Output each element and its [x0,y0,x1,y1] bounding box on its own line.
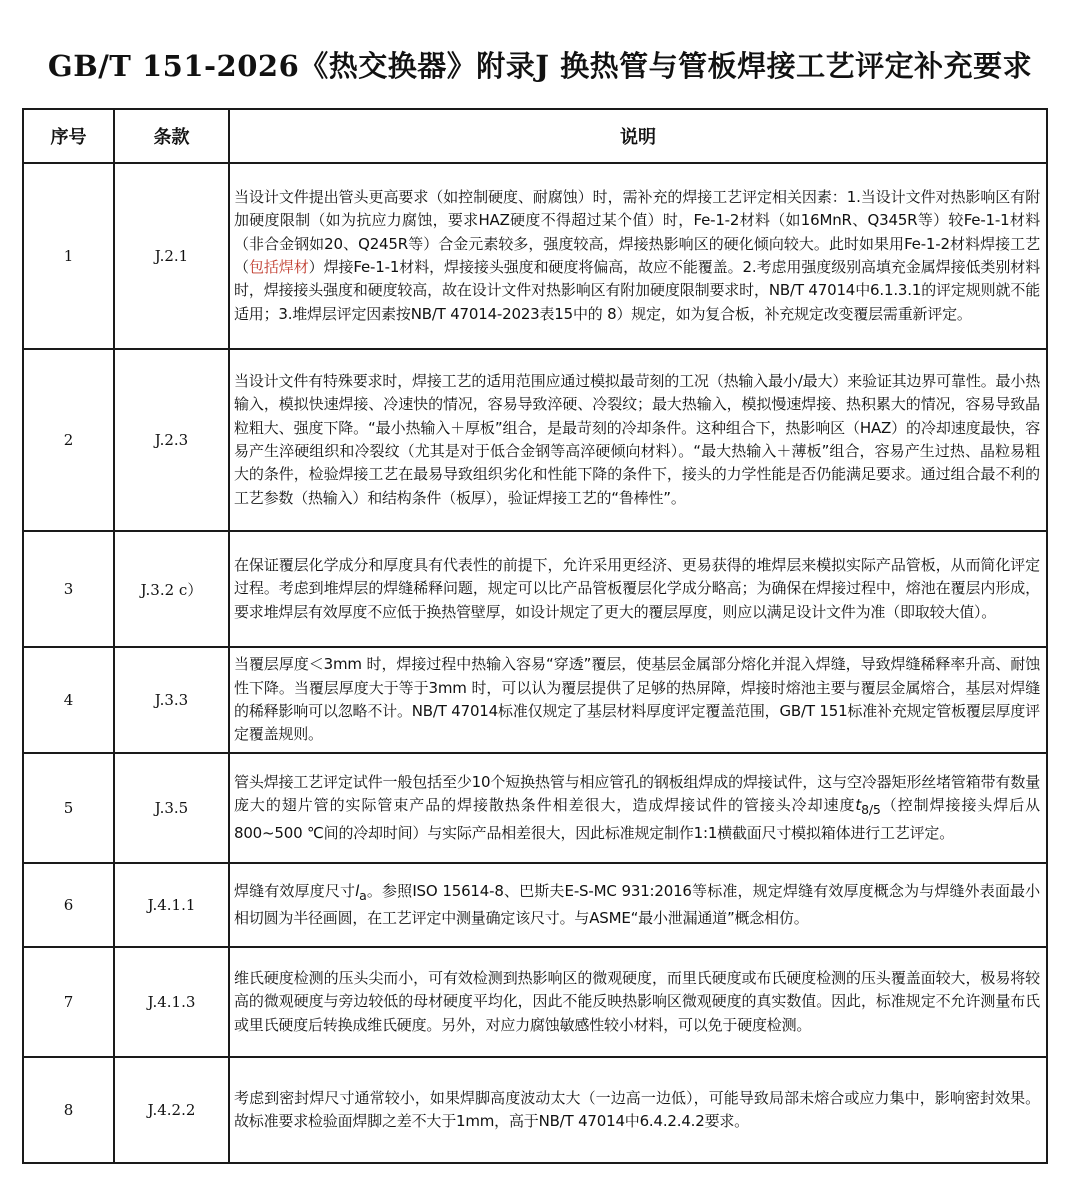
table-row [23,163,1047,349]
requirements-table [22,108,1048,1164]
row-clause: J.4.2.2 [114,1057,229,1163]
desc-text: 焊缝有效厚度尺寸 [234,881,356,900]
row-desc: 考虑到密封焊尺寸通常较小，如果焊脚高度波动太大（一边高一边低），可能导致局部未熔合或应力集中，影响密封效果。故标准要求检验面焊脚之差不大于1mm，高于NB/T 47014中6.4.2.4.2要求。 [229,1057,1047,1163]
desc-text: 管头焊接工艺评定试件一般包括至少10个短换热管与相应管孔的钢板组焊成的焊接试件，这与空冷器矩形丝堵管箱带有数量庞大的翅片管的实际管束产品的焊接散热条件相差很大，造成焊接试件的管接头冷却速度 [234,772,1040,815]
math-symbol-l: l [355,881,360,900]
table-row [23,753,1047,863]
desc-highlight: 包括焊材 [248,258,309,276]
row-desc [229,163,1047,349]
table-row [23,647,1047,753]
row-desc [229,863,1047,947]
table-row [23,1057,1047,1163]
desc-text: （控制焊接接头焊后从800~500 ℃间的冷却时间）与实际产品相差很大，因此标准规定制作1:1横截面尺寸模拟箱体进行工艺评定。 [234,796,1040,842]
header-clause: 条款 [114,109,229,163]
row-desc: 当覆层厚度＜3mm 时，焊接过程中热输入容易“穿透”覆层，使基层金属部分熔化并混入焊缝，导致焊缝稀释率升高、耐蚀性下降。当覆层厚度大于等于3mm 时，可以认为覆层提供了足够的热屏障，焊接时熔池主要与覆层金属熔合，基层对焊缝的稀释影响可以忽略不计。NB/T 47014标准仅规定了基层材料厚度评定覆盖范围，GB/T 151标准补充规定管板覆层厚度评定覆盖规则。 [229,647,1047,753]
row-num: 2 [23,349,114,531]
row-num: 3 [23,531,114,647]
desc-text: ）焊接Fe-1-1材料，焊接接头强度和硬度将偏高，故应不能覆盖。2.考虑用强度级别高填充金属焊接低类别材料时，焊接接头强度和硬度较高，故在设计文件对热影响区有附加硬度限制要求时，NB/T 47014中6.1.3.1的评定规则就不能适用；3.堆焊层评定因素按NB/T 47014-2023表15中的 8）规定，如为复合板，补充规定改变覆层需重新评定。 [234,258,1040,323]
math-symbol-t: t [855,796,862,815]
page-title: GB/T 151-2026《热交换器》附录J 换热管与管板焊接工艺评定补充要求 [47,49,1033,83]
math-subscript: a [359,887,367,903]
table-row [23,531,1047,647]
row-clause: J.3.5 [114,753,229,863]
row-num: 7 [23,947,114,1057]
row-clause: J.3.2 c） [114,531,229,647]
row-clause: J.2.1 [114,163,229,349]
row-num: 8 [23,1057,114,1163]
row-clause: J.4.1.3 [114,947,229,1057]
table-row [23,863,1047,947]
row-desc: 当设计文件有特殊要求时，焊接工艺的适用范围应通过模拟最苛刻的工况（热输入最小/最大）来验证其边界可靠性。最小热输入，模拟快速焊接、冷速快的情况，容易导致淬硬、冷裂纹；最大热输入，模拟慢速焊接、热积累大的情况，容易导致晶粒粗大、强度下降。“最小热输入＋厚板”组合，是最苛刻的冷却条件。这种组合下，热影响区（HAZ）的冷却速度最快，容易产生淬硬组织和冷裂纹（尤其是对于低合金钢等高淬硬倾向材料）。“最大热输入＋薄板”组合，容易产生过热、晶粒易粗大的条件，检验焊接工艺在最易导致组织劣化和性能下降的条件下，接头的力学性能是否仍能满足要求。通过组合最不利的工艺参数（热输入）和结构条件（板厚），验证焊接工艺的“鲁棒性”。 [229,349,1047,531]
row-desc: 维氏硬度检测的压头尖而小，可有效检测到热影响区的微观硬度，而里氏硬度或布氏硬度检测的压头覆盖面较大，极易将较高的微观硬度与旁边较低的母材硬度平均化，因此不能反映热影响区微观硬度的真实数值。因此，标准规定不允许测量布氏或里氏硬度后转换成维氏硬度。另外，对应力腐蚀敏感性较小材料，可以免于硬度检测。 [229,947,1047,1057]
row-clause: J.3.3 [114,647,229,753]
header-desc: 说明 [229,109,1047,163]
row-clause: J.2.3 [114,349,229,531]
row-num: 1 [23,163,114,349]
row-num: 4 [23,647,114,753]
row-clause: J.4.1.1 [114,863,229,947]
header-num: 序号 [23,109,114,163]
table-header-row [23,109,1047,163]
math-subscript: 8/5 [861,802,881,818]
row-num: 5 [23,753,114,863]
row-desc: 在保证覆层化学成分和厚度具有代表性的前提下，允许采用更经济、更易获得的堆焊层来模拟实际产品管板，从而简化评定过程。考虑到堆焊层的焊缝稀释问题，规定可以比产品管板覆层化学成分略高；为确保在焊接过程中，熔池在覆层内形成，要求堆焊层有效厚度不应低于换热管壁厚，如设计规定了更大的覆层厚度，则应以满足设计文件为准（即取较大值）。 [229,531,1047,647]
table-row [23,349,1047,531]
table-row [23,947,1047,1057]
row-desc [229,753,1047,863]
row-num: 6 [23,863,114,947]
desc-text: 。参照ISO 15614-8、巴斯夫E-S-MC 931:2016等标准，规定焊缝有效厚度概念为与焊缝外表面最小相切圆为半径画圆，在工艺评定中测量确定该尺寸。与ASME“最小泄漏通道”概念相仿。 [234,881,1040,927]
desc-text: 当设计文件提出管头更高要求（如控制硬度、耐腐蚀）时，需补充的焊接工艺评定相关因素：1.当设计文件对热影响区有附加硬度限制（如为抗应力腐蚀，要求HAZ硬度不得超过某个值）时，Fe-1-2材料（如16MnR、Q345R等）较Fe-1-1材料（非合金钢如20、Q245R等）合金元素较多，强度较高，焊接热影响区的硬化倾向较大。此时如果用Fe-1-2材料焊接工艺（ [234,187,1040,276]
